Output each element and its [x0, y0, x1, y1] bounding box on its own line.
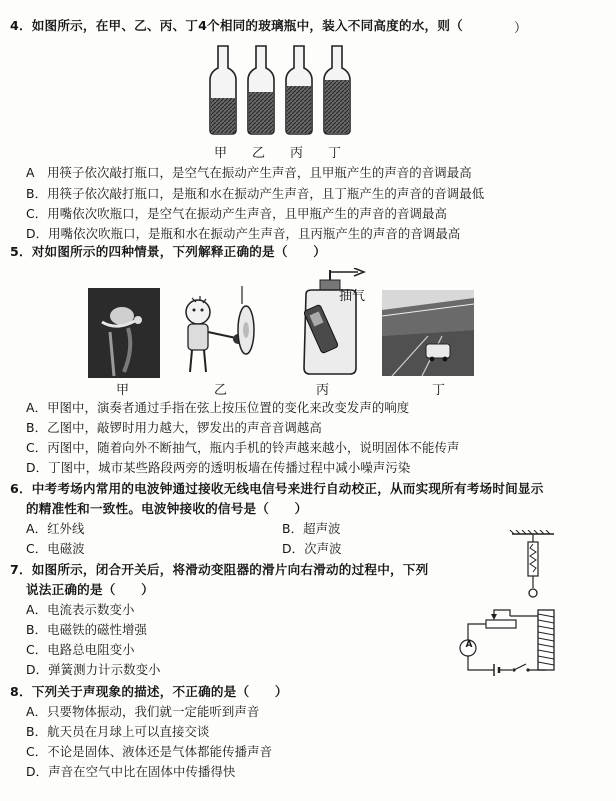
q4-stem: 4．如图所示，在甲、乙、丙、丁4个相同的玻璃瓶中，装入不同高度的水，则（	[10, 18, 463, 33]
q8-option-a: A．只要物体振动，我们就一定能听到声音	[26, 704, 260, 719]
q7-stem-line2: 说法正确的是（ ）	[26, 582, 154, 597]
q5-figure-jia-violinist	[88, 288, 160, 378]
ammeter-label: A	[465, 640, 473, 650]
q5-option-b: B．乙图中，敲锣时用力越大，锣发出的声音音调越高	[26, 420, 322, 435]
q7-stem-line1: 7．如图所示，闭合开关后，将滑动变阻器的滑片向右滑动的过程中，下列	[10, 562, 429, 577]
bottle-label-bing: 丙	[290, 146, 304, 161]
q6-option-d: D．次声波	[282, 541, 342, 556]
spring-scale-icon	[528, 542, 538, 576]
q5-stem: 5．对如图所示的四种情景，下列解释正确的是（ ）	[10, 244, 327, 259]
q7-option-c: C．电路总电阻变小	[26, 642, 135, 657]
q5-figure-ding-noise-barrier	[382, 290, 474, 376]
bottle-label-ding: 丁	[328, 146, 342, 161]
bottle-jia	[210, 46, 236, 134]
q8-option-d: D．声音在空气中比在固体中传播得快	[26, 764, 236, 779]
q4-option-c: C．用嘴依次吹瓶口，是空气在振动产生声音，且甲瓶产生的声音的音调最高	[26, 206, 447, 221]
q5-option-c: C．丙图中，随着向外不断抽气，瓶内手机的铃声越来越小，说明固体不能传声	[26, 440, 460, 455]
q5-option-d: D．丁图中，城市某些路段两旁的透明板墙在传播过程中减小噪声污染	[26, 460, 411, 475]
q7-option-a: A．电流表示数变小	[26, 602, 135, 617]
iron-block-icon	[529, 589, 537, 597]
q5-figure-yi-gong	[172, 282, 264, 378]
bottle-label-yi: 乙	[252, 146, 266, 161]
q6-option-c: C．电磁波	[26, 541, 85, 556]
bottle-yi	[248, 46, 274, 134]
q8-stem: 8．下列关于声现象的描述，不正确的是（ ）	[10, 684, 288, 699]
q6-stem-line2: 的精准性和一致性。电波钟接收的信号是（ ）	[26, 501, 308, 516]
q7-option-b: B．电磁铁的磁性增强	[26, 622, 148, 637]
q7-circuit-figure	[454, 530, 580, 680]
q5-pump-label: 抽气	[339, 289, 366, 304]
q5-label-bing: 丙	[316, 383, 330, 398]
q7-option-d: D．弹簧测力计示数变小	[26, 662, 161, 677]
q6-option-b: B．超声波	[282, 521, 341, 536]
switch-icon	[512, 664, 529, 672]
q5-label-ding: 丁	[432, 383, 446, 398]
q8-option-b: B．航天员在月球上可以直接交谈	[26, 724, 210, 739]
rheostat-icon	[486, 610, 516, 628]
bottle-label-jia: 甲	[214, 146, 228, 161]
battery-icon	[494, 664, 499, 676]
q4-bottles-figure	[200, 42, 360, 142]
q4-option-a: A 用筷子依次敲打瓶口，是空气在振动产生声音，且甲瓶产生的声音的音调最高	[26, 165, 472, 180]
bottle-bing	[286, 46, 312, 134]
q4-option-d: D．用嘴依次吹瓶口，是瓶和水在振动产生声音，且丙瓶产生的声音的音调最高	[26, 226, 461, 241]
q5-label-jia: 甲	[116, 383, 130, 398]
q5-option-a: A．甲图中，演奏者通过手指在弦上按压位置的变化来改变发声的响度	[26, 400, 410, 415]
bottle-ding	[324, 46, 350, 134]
electromagnet-icon	[538, 610, 554, 670]
q4-answer-paren: ）	[514, 21, 528, 36]
q6-option-a: A．红外线	[26, 521, 85, 536]
q6-stem-line1: 6．中考考场内常用的电波钟通过接收无线电信号来进行自动校正，从而实现所有考场时间显示	[10, 481, 544, 496]
q4-option-b: B．用筷子依次敲打瓶口，是瓶和水在振动产生声音，且丁瓶产生的声音的音调最低	[26, 186, 485, 201]
q8-option-c: C．不论是固体、液体还是气体都能传播声音	[26, 744, 273, 759]
q5-label-yi: 乙	[214, 383, 228, 398]
